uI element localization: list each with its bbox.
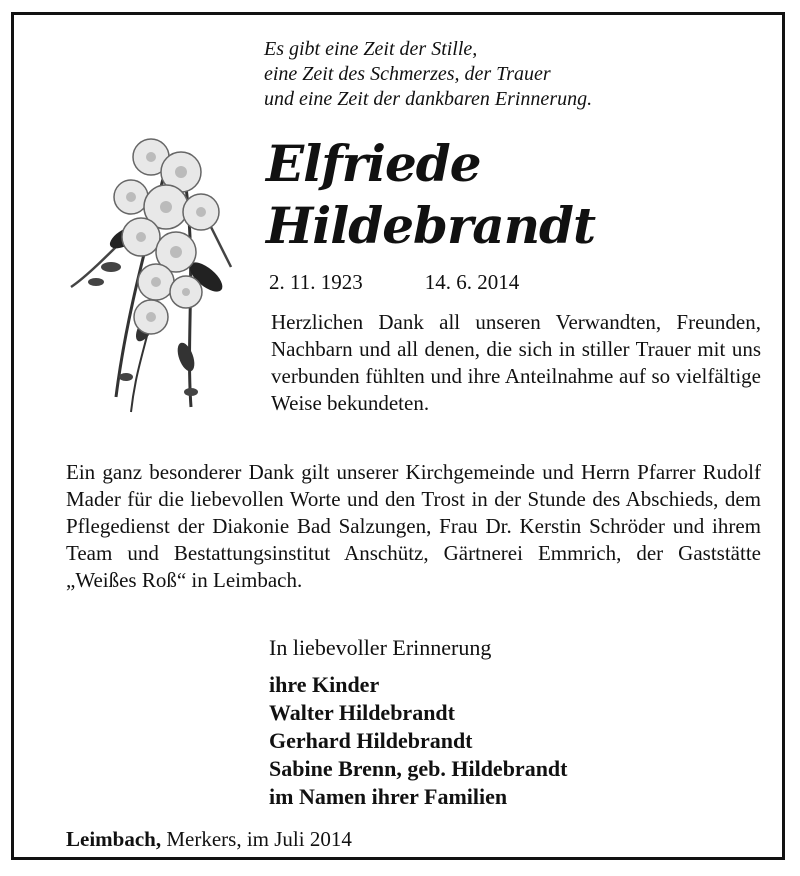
signer: im Namen ihrer Familien: [269, 784, 508, 809]
place-town: Leimbach,: [66, 827, 162, 851]
life-dates: [269, 270, 519, 295]
signer: Sabine Brenn, geb. Hildebrandt: [269, 756, 568, 781]
closing-line: In liebevoller Erinnerung: [269, 635, 492, 660]
last-name: Hildebrandt: [266, 196, 596, 255]
signer: Gerhard Hildebrandt: [269, 728, 473, 753]
orchid-bouquet-icon: [66, 127, 246, 415]
thanks-paragraph: Herzlichen Dank all unseren Verwandten, Freunden, Nachbarn und all denen, die sich in stiller Trauer mit uns verbunden fühlten und ihre Anteilnahme auf so vielfältige Weise bekundeten.: [271, 310, 761, 415]
motto-line: Es gibt eine Zeit der Stille,: [264, 38, 478, 60]
signer: ihre Kinder: [269, 672, 380, 697]
birth-date: 2. 11. 1923: [269, 270, 363, 294]
obituary-frame: [11, 12, 785, 860]
motto-line: und eine Zeit der dankbaren Erinnerung.: [264, 88, 593, 110]
first-name: Elfriede: [266, 134, 481, 193]
signers-list: [269, 671, 568, 811]
motto-line: eine Zeit des Schmerzes, der Trauer: [264, 63, 551, 85]
place-rest: Merkers, im Juli 2014: [161, 827, 352, 851]
death-date: 14. 6. 2014: [424, 270, 520, 294]
place-and-date: [66, 827, 352, 852]
motto-verse: [264, 37, 744, 112]
signer: Walter Hildebrandt: [269, 700, 455, 725]
deceased-name: [266, 133, 686, 257]
special-thanks-paragraph: Ein ganz besonderer Dank gilt unserer Kirchgemeinde und Herrn Pfarrer Rudolf Mader für die liebevollen Worte und den Trost in der Stunde des Abschieds, dem Pflegedienst der Diakonie Bad Salzungen, Frau Dr. Kerstin Schröder und ihrem Team und Bestattungsinstitut Anschütz, Gärtnerei Emmrich, der Gaststätte „Weißes Roß“ in Leimbach.: [66, 460, 761, 592]
